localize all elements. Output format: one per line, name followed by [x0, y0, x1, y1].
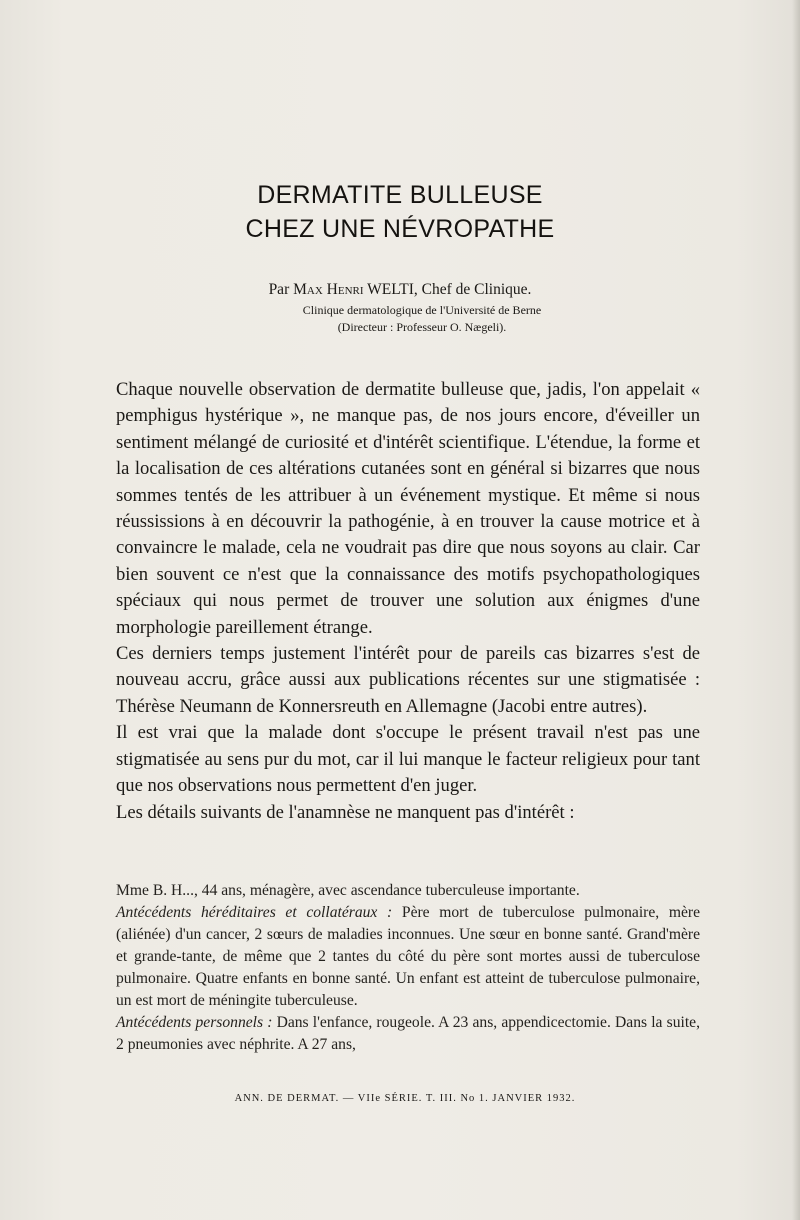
personal-label: Antécédents personnels :: [116, 1014, 273, 1031]
paragraph-anamnesis-lead: Les détails suivants de l'anamnèse ne manquent pas d'intérêt :: [116, 801, 575, 823]
personal-text: Dans l'enfance, rougeole. A 23 ans, appendicectomie. Dans la suite, 2 pneumonies avec néphrite. A 27 ans,: [116, 1014, 700, 1053]
author-given-names: Max Henri: [293, 281, 364, 298]
hereditary-label: Antécédents héréditaires et collatéraux :: [116, 904, 393, 921]
title-line-1: DERMATITE BULLEUSE: [257, 181, 543, 209]
author-byline: [0, 280, 800, 300]
author-surname-role: WELTI, Chef de Clinique.: [367, 281, 532, 298]
article-body: [116, 377, 700, 826]
case-intro: Mme B. H..., 44 ans, ménagère, avec ascendance tuberculeuse importante.: [116, 882, 580, 899]
case-hereditary: [116, 902, 700, 1012]
page-edge-shadow: [792, 0, 800, 1220]
title-line-2: CHEZ UNE NÉVROPATHE: [245, 215, 555, 243]
byline-par: Par: [268, 281, 290, 298]
paragraph-not-stigmatised: Il est vrai que la malade dont s'occupe le présent travail n'est pas une stigmatisée au sens pur du mot, car il lui manque le facteur religieux pour tant que nos observations nous permettent d'en juger.: [116, 722, 700, 797]
hereditary-text: Père mort de tuberculose pulmonaire, mère (aliénée) d'un cancer, 2 sœurs de maladies inconnues. Une sœur en bonne santé. Grand'mère et grande-tante, de même que 2 tantes du côté du père sont mortes aussi de tuberculose pulmonaire. Quatre enfants en bonne santé. Un enfant est atteint de tuberculose pulmonaire, un est mort de méningite tuberculeuse.: [116, 904, 701, 1009]
paragraph-intro: Chaque nouvelle observation de dermatite bulleuse que, jadis, l'on appelait « pemphigus hystérique », ne manque pas, de nos jours encore, d'éveiller un sentiment mélangé de curiosité et d'intérêt scientifique. L'étendue, la forme et la localisation de ces altérations cutanées sont en général si bizarres que nous sommes tentés de les attribuer à un événement mystique. Et même si nous réussissions à en découvrir la pathogénie, à en trouver la cause motrice et à convaincre le malade, cela ne voudrait pas dire que nous soyons au clair. Car bien souvent ce n'est que la connaissance des motifs psychopathologiques spéciaux qui nous permet de trouver une solution aux énigmes d'une morphologie pareillement étrange.: [116, 379, 700, 638]
affiliation-line-2: (Directeur : Professeur O. Nægeli).: [337, 320, 507, 334]
case-notes: [116, 880, 700, 1056]
article-title: [0, 178, 800, 246]
case-personal: [116, 1012, 700, 1056]
affiliation-line-1: Clinique dermatologique de l'Université de Berne: [302, 303, 542, 317]
journal-footer: ANN. DE DERMAT. — VIIe SÉRIE. T. III. No 1. JANVIER 1932.: [234, 1093, 576, 1104]
paragraph-recent-interest: Ces derniers temps justement l'intérêt pour de pareils cas bizarres s'est de nouveau accru, grâce aussi aux publications récentes sur une stigmatisée : Thérèse Neumann de Konnersreuth en Allemagne (Jacobi entre autres).: [116, 643, 700, 717]
